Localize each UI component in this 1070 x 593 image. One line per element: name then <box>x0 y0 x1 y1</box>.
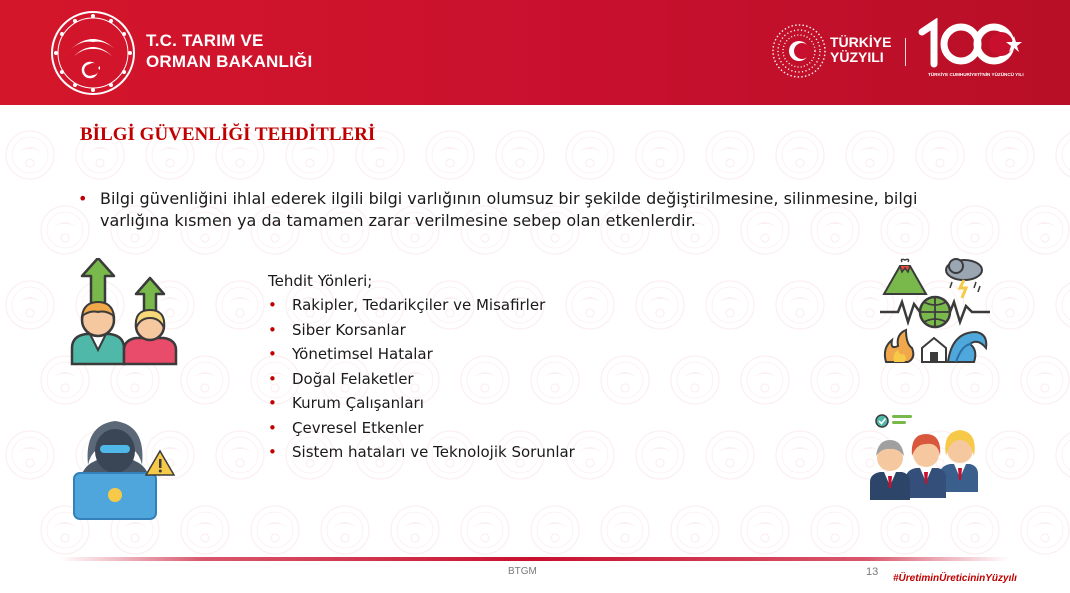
header-banner <box>0 0 1070 105</box>
watermark-emblem <box>566 131 614 179</box>
intro-text: Bilgi güvenliğini ihlal ederek ilgili bilgi varlığının olumsuz bir şekilde değiştirilmesine, silinmesine, bilgi varlığına kısmen ya da tamamen zarar verilmesine sebep olan etkenlerdir. <box>100 189 918 230</box>
list-item-text: Çevresel Etkenler <box>292 418 424 437</box>
threat-list-heading: Tehdit Yönleri; <box>268 272 373 290</box>
list-item-text: Rakipler, Tedarikçiler ve Misafirler <box>292 296 546 314</box>
footer-label: BTGM <box>508 566 537 577</box>
footer-hashtag: #ÜretiminÜreticininYüzyılı <box>893 573 1017 584</box>
watermark-emblem <box>6 431 54 479</box>
watermark-emblem <box>776 281 824 329</box>
watermark-emblem <box>1021 206 1069 254</box>
watermark-emblem <box>846 131 894 179</box>
list-item <box>268 293 575 318</box>
list-bullet: • <box>268 345 277 363</box>
watermark-emblem <box>6 131 54 179</box>
watermark-emblem <box>531 506 579 554</box>
watermark-emblem <box>1056 431 1070 479</box>
watermark-emblem <box>181 506 229 554</box>
competitors-growth-icon <box>68 258 178 366</box>
hacker-icon <box>70 415 176 523</box>
list-item <box>268 367 575 392</box>
watermark-emblem <box>216 281 264 329</box>
list-bullet: • <box>268 394 277 412</box>
watermark-emblem <box>951 506 999 554</box>
watermark-emblem <box>6 281 54 329</box>
watermark-emblem <box>881 506 929 554</box>
centennial-caption: TÜRKİYE CUMHURİYETİ'NİN YÜZÜNCÜ YILI <box>928 72 1024 77</box>
turkiye-yuzyili-emblem-icon <box>770 22 828 80</box>
turkiye-yuzyili-text <box>830 35 891 65</box>
watermark-emblem <box>986 281 1034 329</box>
watermark-emblem <box>986 431 1034 479</box>
watermark-emblem <box>1056 131 1070 179</box>
list-item <box>268 342 575 367</box>
list-item <box>268 440 575 465</box>
watermark-emblem <box>776 431 824 479</box>
watermark-emblem <box>181 356 229 404</box>
list-item <box>268 318 575 343</box>
ministry-emblem-icon <box>50 10 136 96</box>
watermark-emblem <box>601 506 649 554</box>
list-item-text: Doğal Felaketler <box>292 369 414 388</box>
employees-icon <box>866 410 980 502</box>
watermark-emblem <box>461 506 509 554</box>
watermark-emblem <box>706 281 754 329</box>
natural-disasters-icon <box>880 258 990 366</box>
watermark-emblem <box>706 131 754 179</box>
centennial-100-logo-icon <box>918 18 1024 70</box>
list-bullet: • <box>268 369 277 388</box>
watermark-emblem <box>636 131 684 179</box>
watermark-emblem <box>251 506 299 554</box>
watermark-emblem <box>671 356 719 404</box>
list-item-text: Sistem hataları ve Teknolojik Sorunlar <box>292 443 575 461</box>
watermark-emblem <box>216 431 264 479</box>
watermark-emblem <box>741 356 789 404</box>
watermark-emblem <box>776 131 824 179</box>
watermark-emblem <box>496 131 544 179</box>
page-number: 13 <box>866 566 879 578</box>
watermark-emblem <box>706 431 754 479</box>
watermark-emblem <box>1021 506 1069 554</box>
list-item <box>268 416 575 441</box>
watermark-emblem <box>636 281 684 329</box>
watermark-emblem <box>811 356 859 404</box>
watermark-emblem <box>391 506 439 554</box>
list-item-text: Siber Korsanlar <box>292 320 406 339</box>
threat-list <box>268 269 575 465</box>
list-item <box>268 391 575 416</box>
list-item-text: Yönetimsel Hatalar <box>292 345 433 363</box>
watermark-emblem <box>636 431 684 479</box>
watermark-emblem <box>811 506 859 554</box>
list-bullet: • <box>268 443 277 461</box>
watermark-emblem <box>986 131 1034 179</box>
slide-title: BİLGİ GÜVENLİĞİ TEHDİTLERİ <box>80 124 376 145</box>
logo-divider <box>905 38 906 66</box>
yuzyili-text: YÜZYILI <box>830 49 884 65</box>
list-bullet: • <box>268 320 277 339</box>
list-bullet: • <box>268 418 277 437</box>
watermark-emblem <box>1056 281 1070 329</box>
list-bullet: • <box>268 296 277 314</box>
watermark-emblem <box>916 131 964 179</box>
watermark-emblem <box>741 506 789 554</box>
watermark-emblem <box>601 356 649 404</box>
footer-divider <box>60 557 1010 561</box>
watermark-emblem <box>426 131 474 179</box>
watermark-emblem <box>321 506 369 554</box>
ministry-name <box>146 30 312 72</box>
ministry-name-line1: T.C. TARIM VE <box>146 31 264 50</box>
ministry-name-line2: ORMAN BAKANLIĞI <box>146 52 313 71</box>
watermark-emblem <box>671 506 719 554</box>
list-item-text: Kurum Çalışanları <box>292 394 424 412</box>
watermark-emblem <box>1021 356 1069 404</box>
intro-paragraph <box>78 188 978 232</box>
intro-bullet: • <box>78 189 88 208</box>
turkiye-text: TÜRKİYE <box>830 34 892 50</box>
